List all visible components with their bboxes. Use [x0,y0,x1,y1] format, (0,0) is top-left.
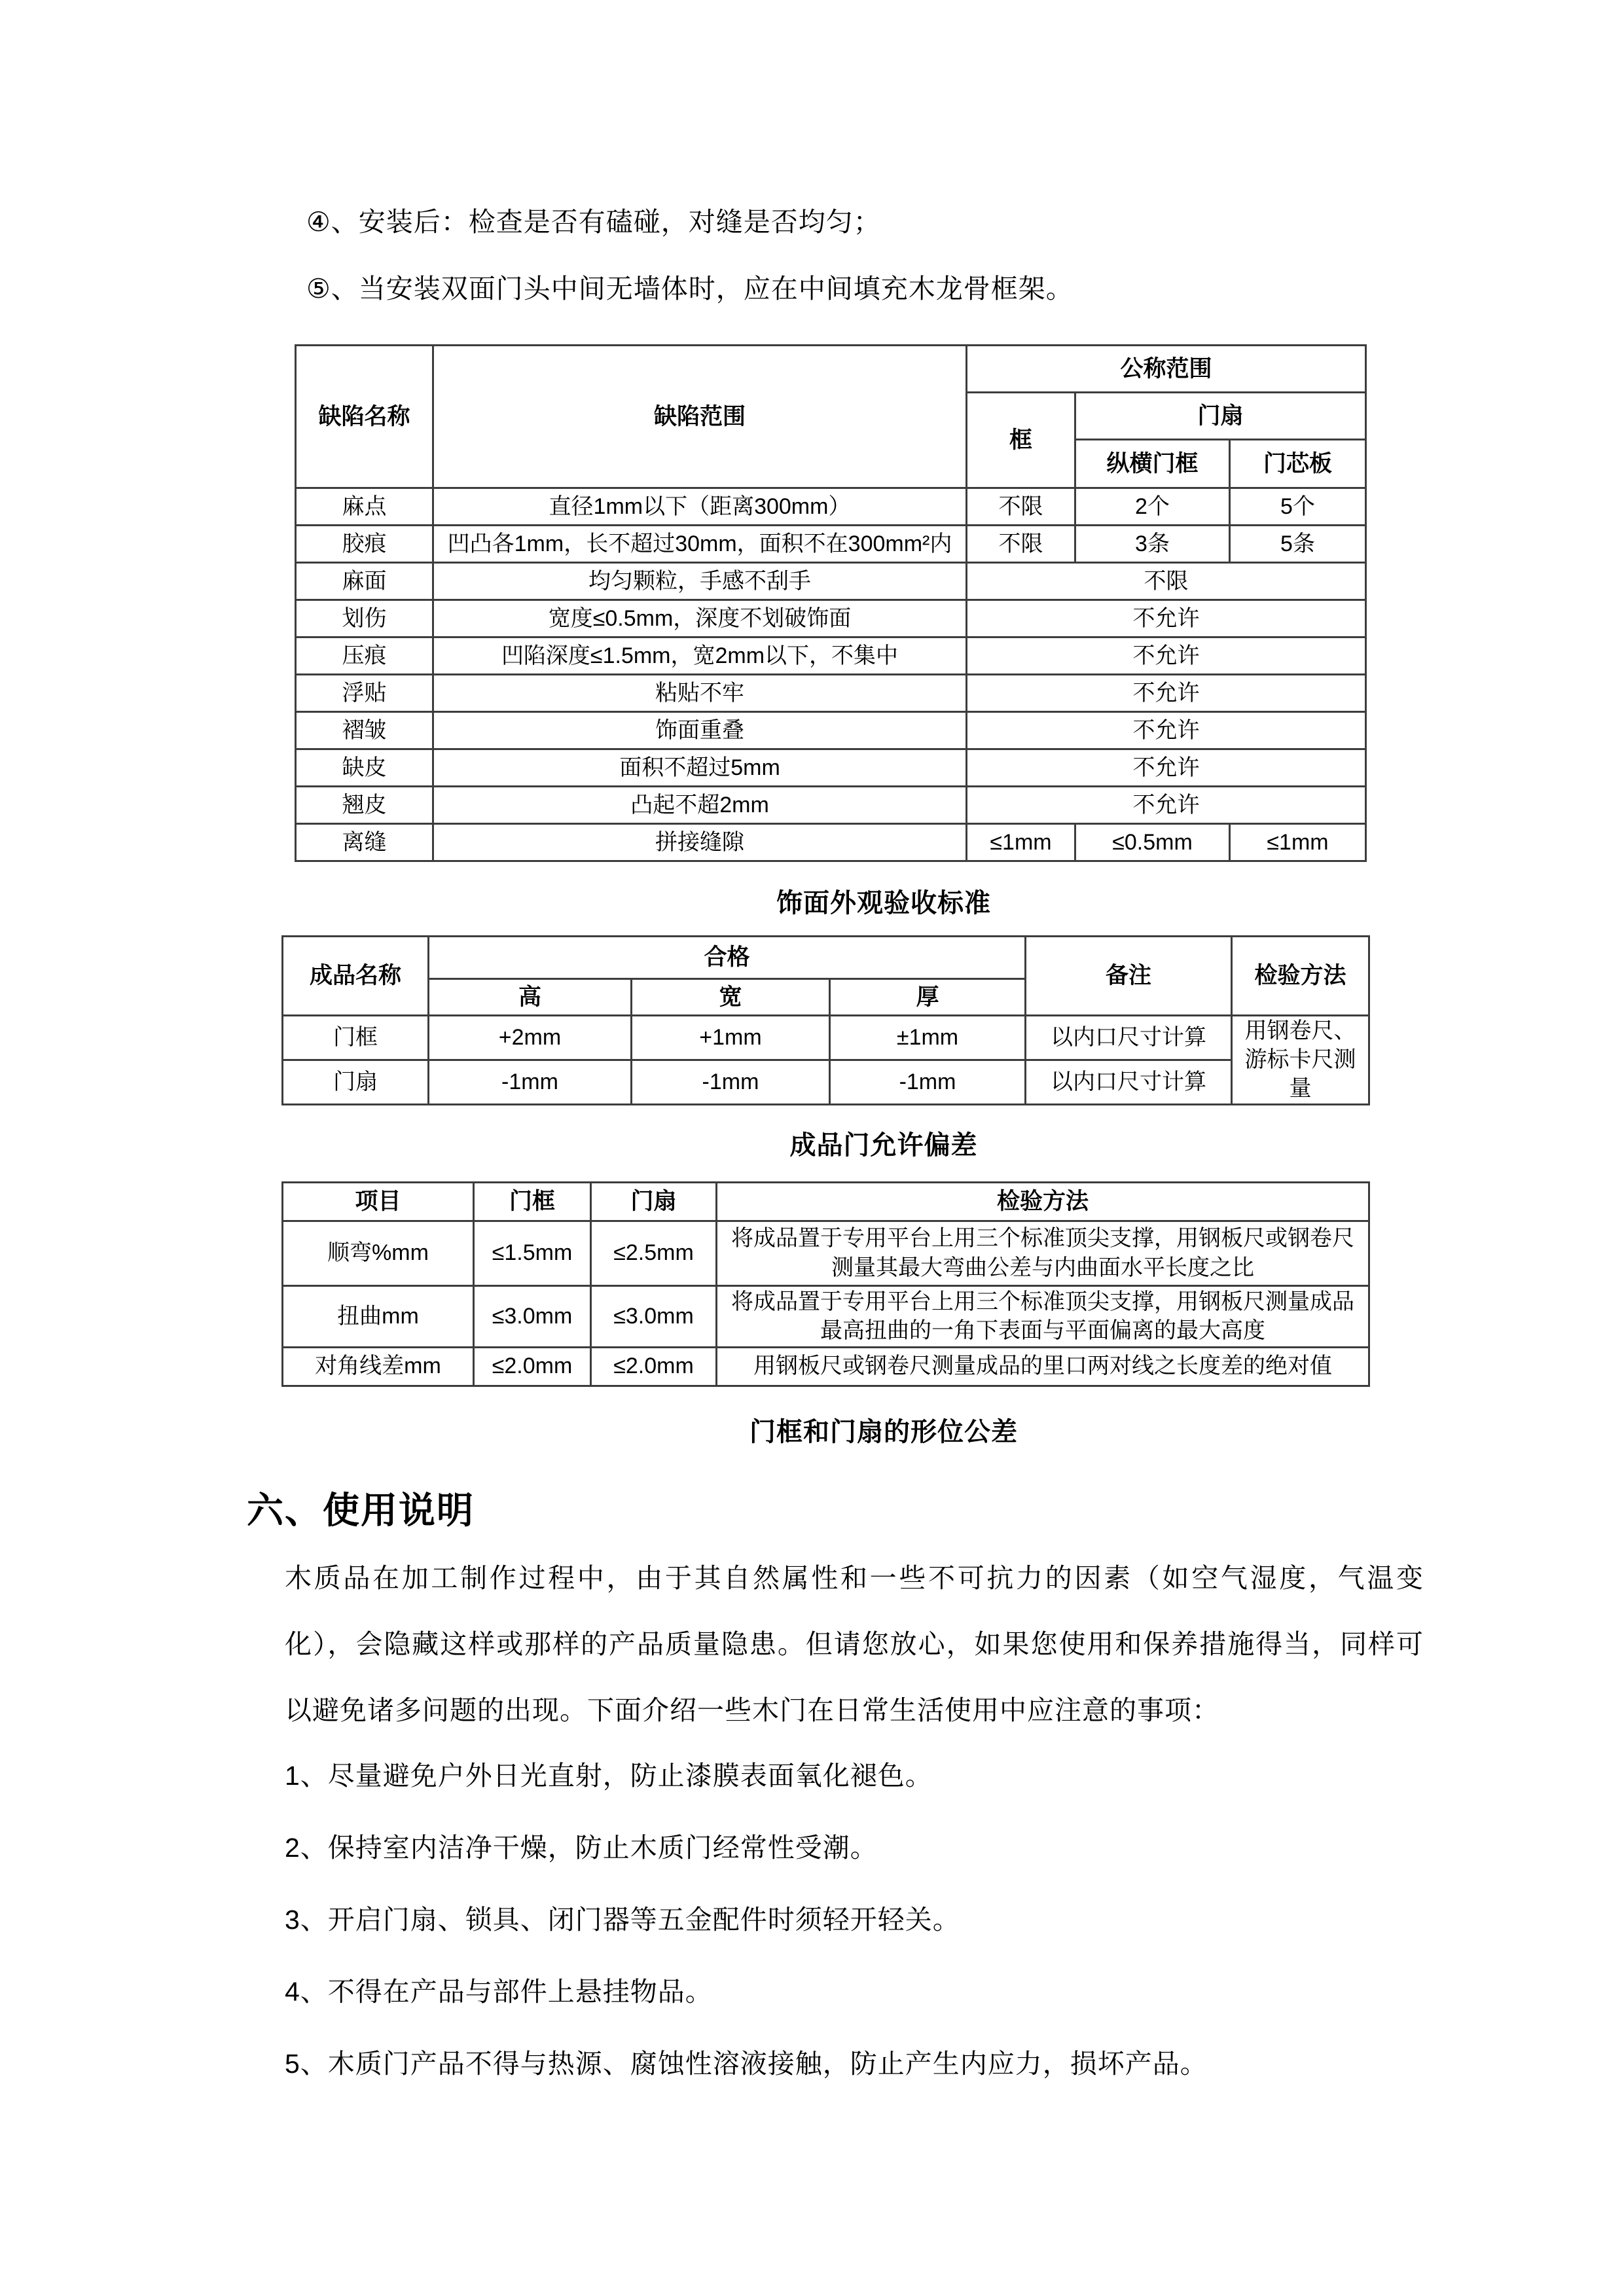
header-height: 高 [429,979,632,1016]
value-cell: ≤3.0mm [474,1285,591,1347]
table-row [296,824,1366,861]
value-cell: -1mm [830,1060,1026,1104]
value-cell: ±1mm [830,1016,1026,1060]
usage-notes-list [285,1761,1624,2079]
defect-range-cell: 凹凸各1mm，长不超过30mm，面积不在300mm²内 [433,526,967,563]
value-cell: 不允许 [967,637,1366,675]
list-item: 1、尽量避免户外日光直射，防止漆膜表面氧化褪色。 [285,1760,933,1791]
list-item: 5、木质门产品不得与热源、腐蚀性溶液接触，防止产生内应力，损坏产品。 [285,2048,1208,2079]
value-cell: 不允许 [967,712,1366,749]
table-row [296,787,1366,824]
method-cell: 将成品置于专用平台上用三个标准顶尖支撑，用钢板尺测量成品最高扭曲的一角下表面与平面偏离的最大高度 [717,1285,1369,1347]
value-cell: 不允许 [967,749,1366,787]
header-defect-range: 缺陷范围 [433,346,967,488]
value-cell: +1mm [632,1016,830,1060]
header-qualified: 合格 [429,937,1026,979]
defect-name-cell: 褶皱 [296,712,433,749]
item-cell: 顺弯%mm [283,1221,474,1285]
value-cell: 3条 [1075,526,1230,563]
list-item: 3、开启门扇、锁具、闭门器等五金配件时须轻开轻关。 [285,1904,960,1935]
tolerance-table-caption: 门框和门扇的形位公差 [749,1417,1018,1446]
defect-range-cell: 面积不超过5mm [433,749,967,787]
finished-product-deviation-table [281,935,1370,1105]
defect-name-cell: 划伤 [296,600,433,637]
header-remark: 备注 [1026,937,1232,1016]
method-cell: 用钢板尺或钢卷尺测量成品的里口两对线之长度差的绝对值 [717,1347,1369,1386]
surface-defect-table [295,344,1367,862]
value-cell: ≤2.0mm [474,1347,591,1386]
value-cell: ≤2.5mm [591,1221,717,1285]
product-name-cell: 门扇 [283,1060,429,1104]
header-nominal-range: 公称范围 [967,346,1366,393]
defect-range-cell: 均匀颗粒，手感不刮手 [433,563,967,600]
list-item: 2、保持室内洁净干燥，防止木质门经常性受潮。 [285,1832,878,1863]
value-cell: 不限 [967,488,1075,526]
defect-name-cell: 离缝 [296,824,433,861]
table-row [296,488,1366,526]
defect-range-cell: 粘贴不牢 [433,675,967,712]
table-row [296,675,1366,712]
table-row [296,749,1366,787]
value-cell: 5个 [1230,488,1366,526]
surface-table-caption: 饰面外观验收标准 [776,889,991,918]
item-cell: 扭曲mm [283,1285,474,1347]
value-cell: +2mm [429,1016,632,1060]
value-cell: ≤2.0mm [591,1347,717,1386]
remark-cell: 以内口尺寸计算 [1026,1060,1232,1104]
list-item: 4、不得在产品与部件上悬挂物品。 [285,1976,713,2007]
defect-range-cell: 凸起不超2mm [433,787,967,824]
table-header-row [296,346,1366,393]
defect-name-cell: 缺皮 [296,749,433,787]
defect-range-cell: 拼接缝隙 [433,824,967,861]
install-note-5: ⑤、当安装双面门头中间无墙体时，应在中间填充木龙骨框架。 [306,274,1074,304]
table-row [296,563,1366,600]
deviation-table-caption: 成品门允许偏差 [789,1130,978,1160]
product-name-cell: 门框 [283,1016,429,1060]
header-item: 项目 [283,1182,474,1221]
header-vh-frame: 纵横门框 [1075,440,1230,488]
value-cell: ≤1.5mm [474,1221,591,1285]
header-method: 检验方法 [717,1182,1369,1221]
header-door-leaf: 门扇 [1075,393,1366,440]
method-cell: 将成品置于专用平台上用三个标准顶尖支撑，用钢板尺或钢卷尺测量其最大弯曲公差与内曲面水平长度之比 [717,1221,1369,1285]
item-cell: 对角线差mm [283,1347,474,1386]
value-cell: 不允许 [967,787,1366,824]
value-cell: 不限 [967,563,1366,600]
value-cell: 不限 [967,526,1075,563]
table-row [296,526,1366,563]
section-heading: 六、使用说明 [247,1489,475,1531]
table-row [296,712,1366,749]
install-note-4: ④、安装后：检查是否有磕碰，对缝是否均匀； [306,207,881,237]
defect-name-cell: 胶痕 [296,526,433,563]
defect-range-cell: 直径1mm以下（距离300mm） [433,488,967,526]
form-position-tolerance-table [281,1181,1370,1387]
table-header-row [283,1182,1369,1221]
header-frame: 框 [967,393,1075,488]
value-cell: ≤0.5mm [1075,824,1230,861]
value-cell: -1mm [632,1060,830,1104]
defect-name-cell: 浮贴 [296,675,433,712]
value-cell: ≤1mm [1230,824,1366,861]
header-thickness: 厚 [830,979,1026,1016]
method-cell: 用钢卷尺、游标卡尺测量 [1232,1016,1369,1105]
table-row [283,1221,1369,1285]
table-row [283,1285,1369,1347]
defect-name-cell: 麻面 [296,563,433,600]
defect-name-cell: 翘皮 [296,787,433,824]
header-defect-name: 缺陷名称 [296,346,433,488]
header-width: 宽 [632,979,830,1016]
header-product-name: 成品名称 [283,937,429,1016]
value-cell: -1mm [429,1060,632,1104]
table-header-row [283,937,1369,979]
defect-range-cell: 饰面重叠 [433,712,967,749]
header-method: 检验方法 [1232,937,1369,1016]
table-row [283,1016,1369,1060]
table-row [283,1347,1369,1386]
value-cell: ≤1mm [967,824,1075,861]
value-cell: 5条 [1230,526,1366,563]
value-cell: 不允许 [967,675,1366,712]
defect-range-cell: 凹陷深度≤1.5mm，宽2mm以下，不集中 [433,637,967,675]
defect-name-cell: 麻点 [296,488,433,526]
header-frame: 门框 [474,1182,591,1221]
table-row [296,600,1366,637]
defect-range-cell: 宽度≤0.5mm，深度不划破饰面 [433,600,967,637]
table-row [296,637,1366,675]
usage-intro-paragraph: 木质品在加工制作过程中，由于其自然属性和一些不可抗力的因素（如空气湿度，气温变化），会隐藏这样或那样的产品质量隐患。但请您放心，如果您使用和保养措施得当，同样可以避免诸多问题的出现。下面介绍一些木门在日常生活使用中应注意的事项： [285,1562,1424,1725]
header-door-leaf: 门扇 [591,1182,717,1221]
value-cell: 不允许 [967,600,1366,637]
defect-name-cell: 压痕 [296,637,433,675]
table-row [283,1060,1369,1104]
value-cell: 2个 [1075,488,1230,526]
remark-cell: 以内口尺寸计算 [1026,1016,1232,1060]
header-core-board: 门芯板 [1230,440,1366,488]
value-cell: ≤3.0mm [591,1285,717,1347]
